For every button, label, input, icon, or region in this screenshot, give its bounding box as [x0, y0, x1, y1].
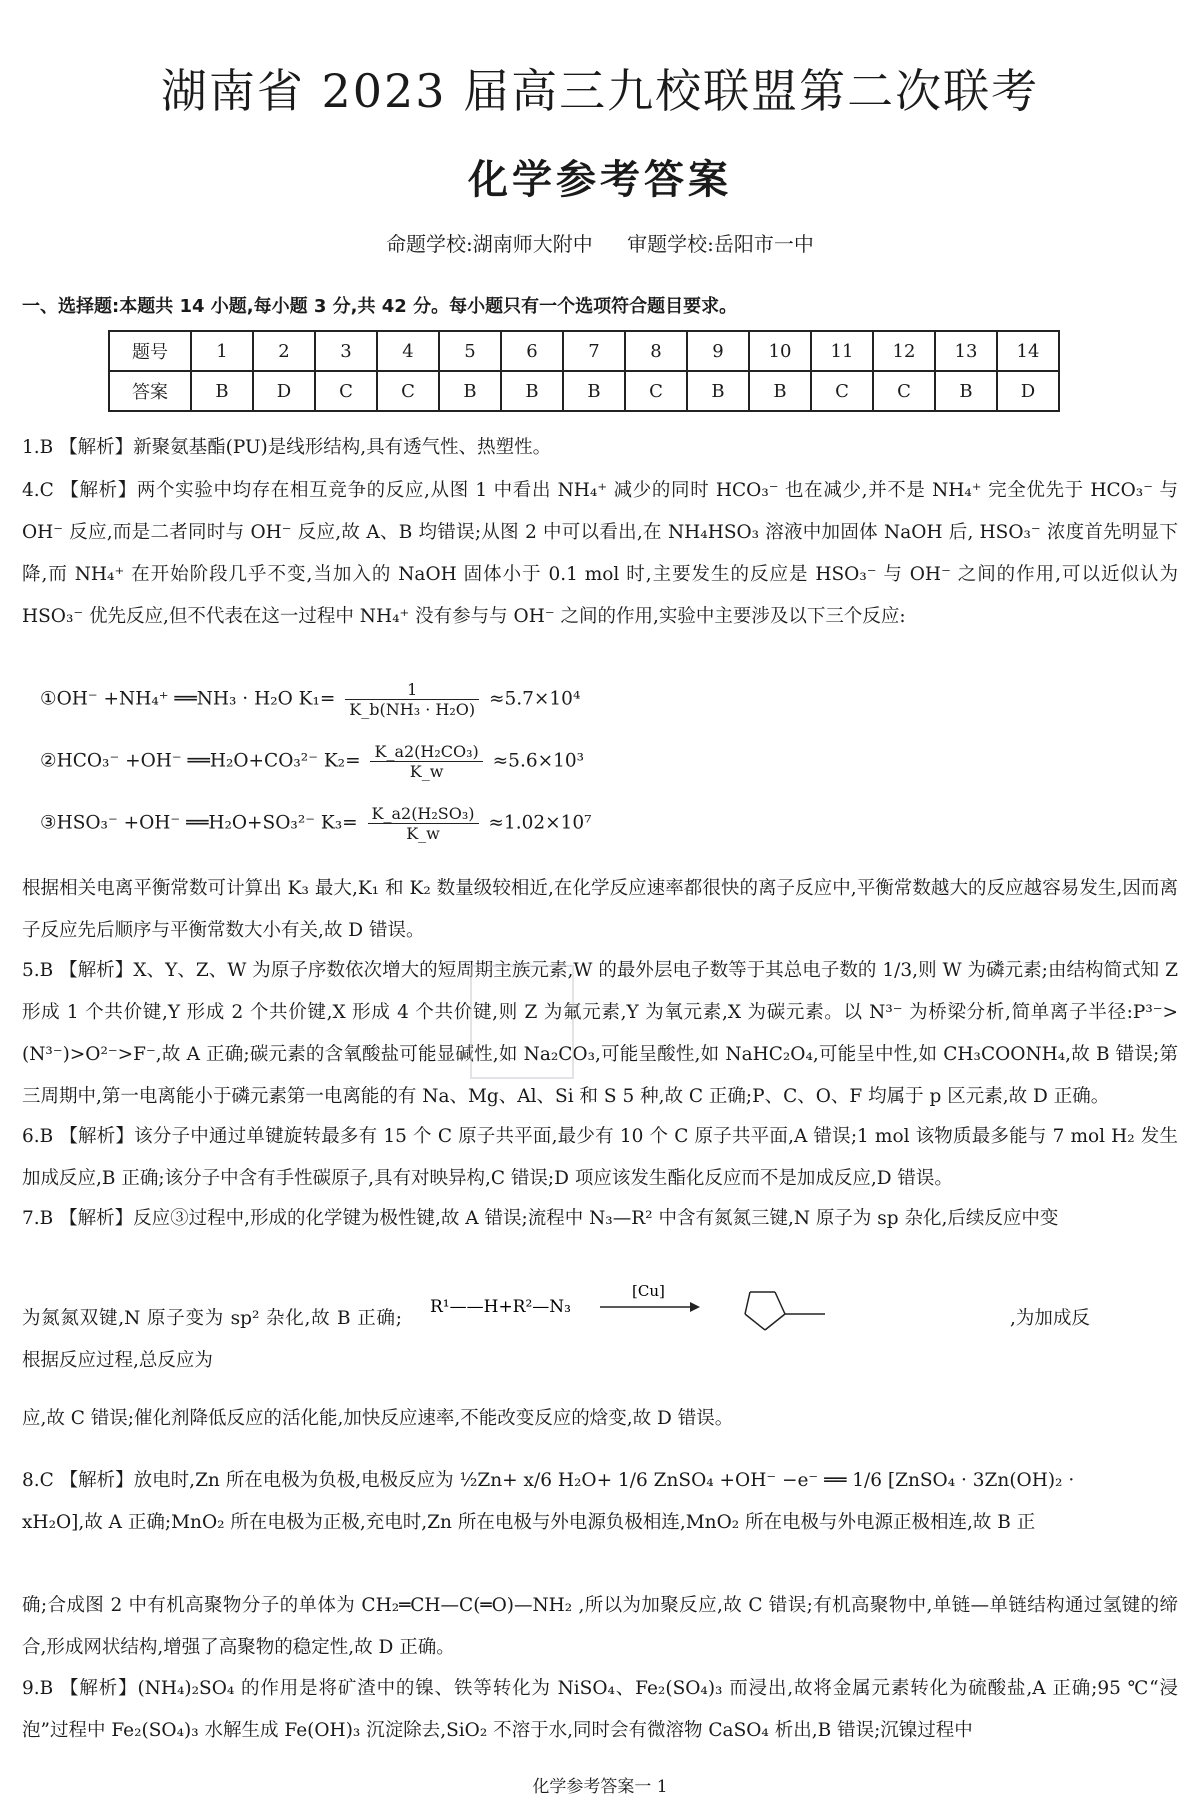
- reviewer-school: 审题学校:岳阳市一中: [627, 232, 814, 256]
- explanation-q1: 1.B 【解析】新聚氨基酯(PU)是线形结构,具有透气性、热塑性。: [22, 437, 552, 458]
- explanation-q6: 6.B 【解析】该分子中通过单键旋转最多有 15 个 C 原子共平面,最少有 10 个 C 原子共平面,A 错误;1 mol 该物质最多能与 7 mol H₂ 发生加成反应,B 正确;该分子中含有手性碳原子,具有对映异构,C 错误;D 项应该发生酯化反应而不是加成反应,D 错误。: [22, 1126, 1178, 1189]
- numerator: K_a2(H₂SO₃): [368, 804, 479, 824]
- answer-cell: B: [687, 371, 749, 411]
- page-footer: 化学参考答案一 1: [532, 1777, 668, 1797]
- equation-value: ≈5.7×10⁴: [488, 688, 581, 710]
- answer-cell: B: [749, 371, 811, 411]
- arrow-head: [690, 1302, 700, 1312]
- explanation-q9: 9.B 【解析】(NH₄)₂SO₄ 的作用是将矿渣中的镍、铁等转化为 NiSO₄、Fe₂(SO₄)₃ 而浸出,故将金属元素转化为硫酸盐,A 正确;95 ℃“浸泡”过程中 Fe₂(SO₄)₃ 水解生成 Fe(OH)₃ 沉淀除去,SiO₂ 不溶于水,同时会有微溶物 CaSO₄ 析出,B 错误;沉镍过程中: [22, 1678, 1178, 1741]
- question-number: 13: [935, 331, 997, 371]
- watermark-stamp: [470, 965, 574, 1079]
- answer-cell: C: [315, 371, 377, 411]
- answer-cell: C: [625, 371, 687, 411]
- row-label: 题号: [109, 331, 191, 371]
- explanation-q5: 5.B 【解析】X、Y、Z、W 为原子序数依次增大的短周期主族元素,W 的最外层电子数等于其总电子数的 1/3,则 W 为磷元素;由结构简式知 Z 形成 1 个共价键,Y 形成 2 个共价键,X 形成 4 个共价键,则 Z 为氟元素,Y 为氧元素,X 为碳元素。以 N³⁻ 为桥梁分析,简单离子半径:P³⁻>(N³⁻)>O²⁻>F⁻,故 A 正确;碳元素的含氧酸盐可能显碱性,如 Na₂CO₃,可能呈酸性,如 NaHC₂O₄,可能呈中性,如 CH₃COONH₄,故 B 错误;第三周期中,第一电离能小于磷元素第一电离能的有 Na、Mg、Al、Si 和 S 5 种,故 C 正确;P、C、O、F 均属于 p 区元素,故 D 正确。: [22, 960, 1178, 1107]
- equation-1: [40, 680, 580, 730]
- answer-cell: C: [811, 371, 873, 411]
- numerator: K_a2(H₂CO₃): [370, 742, 482, 762]
- question-number: 11: [811, 331, 873, 371]
- answer-cell: B: [501, 371, 563, 411]
- setter-school: 命题学校:湖南师大附中: [386, 232, 593, 256]
- question-number-row: [109, 331, 1059, 371]
- page-title: 湖南省 2023 届高三九校联盟第二次联考: [160, 64, 1040, 118]
- fraction: [368, 804, 479, 843]
- answer-cell: B: [563, 371, 625, 411]
- question-number: 7: [563, 331, 625, 371]
- explanation-q8-b: xH₂O],故 A 正确;MnO₂ 所在电极为正极,充电时,Zn 所在电极与外电源负极相连,MnO₂ 所在电极与外电源正极相连,故 B 正: [22, 1512, 1036, 1533]
- triazole-reaction-scheme: [400, 1262, 1000, 1372]
- answer-cell: B: [935, 371, 997, 411]
- question-number: 14: [997, 331, 1059, 371]
- school-credits: [0, 228, 1200, 257]
- answer-cell: C: [873, 371, 935, 411]
- question-number: 5: [439, 331, 501, 371]
- explanation-q4: 4.C 【解析】两个实验中均存在相互竞争的反应,从图 1 中看出 NH₄⁺ 减少的同时 HCO₃⁻ 也在减少,并不是 NH₄⁺ 完全优先于 HCO₃⁻ 与 OH⁻ 反应,而是二者同时与 OH⁻ 反应,故 A、B 均错误;从图 2 中可以看出,在 NH₄HSO₃ 溶液中加固体 NaOH 后, HSO₃⁻ 浓度首先明显下降,而 NH₄⁺ 在开始阶段几乎不变,当加入的 NaOH 固体小于 0.1 mol 时,主要发生的反应是 HSO₃⁻ 与 OH⁻ 之间的作用,可以近似认为 HSO₃⁻ 优先反应,但不代表在这一过程中 NH₄⁺ 没有参与与 OH⁻ 之间的作用,实验中主要涉及以下三个反应:: [22, 480, 1178, 627]
- equation-2: [40, 742, 584, 792]
- equation-value: ≈5.6×10³: [492, 750, 585, 772]
- equation-value: ≈1.02×10⁷: [488, 812, 592, 834]
- answer-cell: C: [377, 371, 439, 411]
- explanation-q8: 8.C 【解析】放电时,Zn 所在电极为负极,电极反应为 ½Zn+ x/6 H₂O+ 1/6 ZnSO₄ +OH⁻ −e⁻ ══ 1/6 [ZnSO₄ · 3Zn(OH)₂ ·: [22, 1470, 1075, 1491]
- question-number: 6: [501, 331, 563, 371]
- reaction-reactants: R¹——H+R²—N₃: [430, 1297, 571, 1317]
- answer-cell: D: [997, 371, 1059, 411]
- question-number: 4: [377, 331, 439, 371]
- equation-3: [40, 804, 592, 854]
- equation-text: ③HSO₃⁻ +OH⁻ ══H₂O+SO₃²⁻ K₃=: [40, 812, 358, 834]
- answer-row: [109, 371, 1059, 411]
- question-number: 1: [191, 331, 253, 371]
- denominator: K_w: [409, 762, 444, 781]
- question-number: 10: [749, 331, 811, 371]
- explanation-q4-conclusion: 根据相关电离平衡常数可计算出 K₃ 最大,K₁ 和 K₂ 数量级较相近,在化学反应速率都很快的离子反应中,平衡常数越大的反应越容易发生,因而离子反应先后顺序与平衡常数大小有关,故 D 错误。: [22, 878, 1178, 941]
- explanation-q7-d: 应,故 C 错误;催化剂降低反应的活化能,加快反应速率,不能改变反应的焓变,故 D 错误。: [22, 1408, 734, 1429]
- denominator: K_b(NH₃ · H₂O): [349, 700, 476, 719]
- answer-cell: B: [439, 371, 501, 411]
- question-number: 8: [625, 331, 687, 371]
- question-number: 12: [873, 331, 935, 371]
- catalyst-label: [Cu]: [632, 1282, 665, 1300]
- question-number: 3: [315, 331, 377, 371]
- explanation-q7: 7.B 【解析】反应③过程中,形成的化学键为极性键,故 A 错误;流程中 N₃—R² 中含有氮氮三键,N 原子为 sp 杂化,后续反应中变: [22, 1208, 1059, 1229]
- denominator: K_w: [406, 824, 440, 843]
- fraction: [345, 680, 479, 719]
- explanation-q7-c: ,为加成反: [1010, 1308, 1090, 1329]
- section-heading: 一、选择题:本题共 14 小题,每小题 3 分,共 42 分。每小题只有一个选项符合题目要求。: [22, 296, 738, 317]
- fraction: [370, 742, 482, 781]
- equation-text: ②HCO₃⁻ +OH⁻ ══H₂O+CO₃²⁻ K₂=: [40, 750, 361, 772]
- answer-table: [108, 330, 1060, 412]
- explanation-q8-c: 确;合成图 2 中有机高聚物分子的单体为 CH₂═CH—C(═O)—NH₂ ,所以为加聚反应,故 C 错误;有机高聚物中,单链—单链结构通过氢键的缔合,形成网状结构,增强了高聚物的稳定性,故 D 正确。: [22, 1595, 1178, 1658]
- numerator: 1: [345, 680, 479, 700]
- equation-text: ①OH⁻ +NH₄⁺ ══NH₃ · H₂O K₁=: [40, 688, 336, 710]
- answer-cell: B: [191, 371, 253, 411]
- question-number: 9: [687, 331, 749, 371]
- triazole-ring: [745, 1292, 785, 1330]
- row-label: 答案: [109, 371, 191, 411]
- page-subtitle: 化学参考答案: [468, 157, 732, 203]
- answer-cell: D: [253, 371, 315, 411]
- question-number: 2: [253, 331, 315, 371]
- explanation-q7-b: 为氮氮双键,N 原子变为 sp² 杂化,故 B 正确;根据反应过程,总反应为: [22, 1308, 402, 1371]
